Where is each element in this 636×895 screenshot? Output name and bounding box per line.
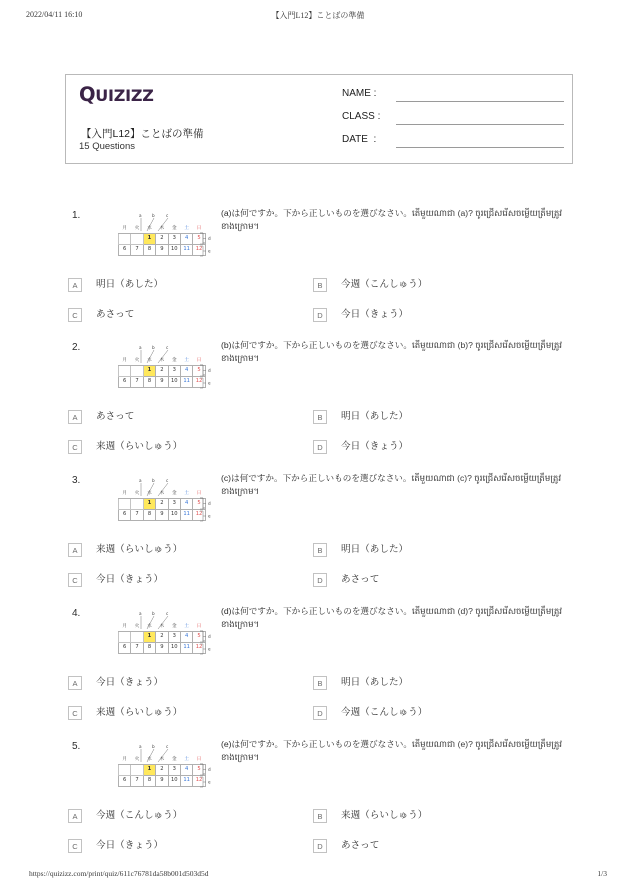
calendar-weekday-header: 月	[119, 357, 131, 366]
calendar-day-cell: 8	[143, 643, 155, 654]
print-header	[0, 10, 636, 24]
answer-option-label: 来週（らいしゅう）	[96, 544, 183, 555]
calendar-day-cell: 1	[143, 366, 155, 377]
calendar-day-cell: 1	[143, 765, 155, 776]
calendar-day-cell: 6	[119, 510, 131, 521]
calendar-day-cell	[119, 499, 131, 510]
calendar-header-row	[119, 490, 206, 499]
answer-option-letter-box[interactable]: A	[68, 809, 82, 823]
answer-option-letter-box[interactable]: A	[68, 676, 82, 690]
answer-option-letter-box[interactable]: C	[68, 440, 82, 454]
calendar-day-cell: 5	[193, 765, 205, 776]
answer-option-label: あさって	[96, 309, 135, 320]
svg-text:b: b	[152, 213, 155, 218]
calendar-weekday-header: 土	[180, 623, 192, 632]
calendar-weekday-header: 土	[180, 357, 192, 366]
answer-option-label: あさって	[341, 574, 380, 585]
calendar-day-cell: 12	[193, 776, 205, 787]
calendar-day-cell: 2	[156, 234, 168, 245]
calendar-table	[118, 756, 206, 787]
answer-option-letter-box[interactable]: A	[68, 410, 82, 424]
calendar-week-row	[119, 245, 206, 256]
answer-option-label: 来週（らいしゅう）	[96, 441, 183, 452]
calendar-header-row	[119, 357, 206, 366]
quiz-title-card	[65, 74, 573, 164]
calendar-day-cell	[131, 366, 143, 377]
calendar-week-row	[119, 765, 206, 776]
calendar-day-cell	[119, 765, 131, 776]
calendar-week-row	[119, 643, 206, 654]
calendar-day-cell: 12	[193, 245, 205, 256]
svg-text:a: a	[139, 611, 142, 616]
calendar-weekday-header: 水	[143, 357, 155, 366]
calendar-brackets	[199, 232, 215, 258]
calendar-weekday-header: 日	[193, 756, 205, 765]
answer-option-letter-box[interactable]: B	[313, 809, 327, 823]
question-text	[221, 738, 573, 765]
calendar-day-cell: 9	[156, 377, 168, 388]
question-text-japanese: (d)は何ですか。下から正しいものを選びなさい。	[221, 606, 412, 616]
calendar-week-row	[119, 632, 206, 643]
calendar-weekday-header: 土	[180, 490, 192, 499]
question-number: 3.	[72, 475, 81, 486]
calendar-weekday-header: 火	[131, 490, 143, 499]
answer-option-letter-box[interactable]: D	[313, 440, 327, 454]
calendar-day-cell: 10	[168, 377, 180, 388]
answer-option-letter-box[interactable]: C	[68, 706, 82, 720]
calendar-day-cell: 4	[180, 765, 192, 776]
calendar-day-cell: 5	[193, 632, 205, 643]
calendar-day-cell: 2	[156, 499, 168, 510]
answer-option-label: 明日（あした）	[96, 279, 164, 290]
calendar-table	[118, 490, 206, 521]
svg-text:b: b	[152, 744, 155, 749]
date-field-line[interactable]	[396, 147, 564, 148]
calendar-day-cell: 11	[180, 643, 192, 654]
calendar-week-row	[119, 234, 206, 245]
calendar-weekday-header: 木	[156, 756, 168, 765]
calendar-figure	[113, 610, 215, 658]
calendar-day-cell: 9	[156, 510, 168, 521]
svg-text:a: a	[139, 744, 142, 749]
question-text-japanese: (e)は何ですか。下から正しいものを選びなさい。	[221, 739, 412, 749]
answer-option-letter-box[interactable]: D	[313, 308, 327, 322]
calendar-figure	[113, 477, 215, 525]
calendar-weekday-header: 金	[168, 756, 180, 765]
print-doc-title: 【入門L12】ことばの準備	[271, 11, 365, 20]
question-text-khmer: តើមួយណាជា (a)? ចូរជ្រើសរើសចម្លើយត្រឹមត្រូវខាងក្រោម។	[221, 208, 563, 232]
logo-o-glyph: Q	[79, 83, 96, 106]
svg-text:c: c	[166, 478, 169, 483]
calendar-day-cell: 6	[119, 245, 131, 256]
calendar-weekday-header: 土	[180, 225, 192, 234]
calendar-day-cell	[119, 632, 131, 643]
svg-text:d: d	[208, 368, 211, 373]
calendar-day-cell: 2	[156, 765, 168, 776]
answer-option-label: あさって	[96, 411, 135, 422]
calendar-figure	[113, 212, 215, 260]
svg-text:c: c	[166, 213, 169, 218]
question-text-khmer: តើមួយណាជា (b)? ចូរជ្រើសរើសចម្លើយត្រឹមត្រូវខាងក្រោម។	[221, 340, 563, 364]
svg-text:e: e	[208, 380, 211, 386]
question-number: 2.	[72, 342, 81, 353]
calendar-day-cell: 9	[156, 643, 168, 654]
calendar-day-cell: 3	[168, 499, 180, 510]
svg-text:a: a	[139, 213, 142, 218]
calendar-weekday-header: 火	[131, 225, 143, 234]
answer-option-letter-box[interactable]: C	[68, 308, 82, 322]
svg-text:e: e	[208, 248, 211, 254]
calendar-figure	[113, 743, 215, 791]
svg-text:e: e	[208, 513, 211, 519]
calendar-weekday-header: 水	[143, 756, 155, 765]
answer-option-label: 明日（あした）	[341, 677, 409, 688]
svg-text:d: d	[208, 634, 211, 639]
quiz-question-count: 15 Questions	[79, 141, 135, 152]
answer-option-label: 今日（きょう）	[96, 574, 164, 585]
calendar-day-cell: 4	[180, 632, 192, 643]
calendar-day-cell: 5	[193, 234, 205, 245]
calendar-day-cell: 3	[168, 632, 180, 643]
svg-text:b: b	[152, 611, 155, 616]
calendar-weekday-header: 木	[156, 490, 168, 499]
answer-option-label: 明日（あした）	[341, 411, 409, 422]
calendar-day-cell: 1	[143, 234, 155, 245]
calendar-day-cell: 5	[193, 366, 205, 377]
calendar-brackets	[199, 364, 215, 390]
calendar-weekday-header: 火	[131, 623, 143, 632]
question-number: 5.	[72, 741, 81, 752]
question-text-khmer: តើមួយណាជា (c)? ចូរជ្រើសរើសចម្លើយត្រឹមត្រូវខាងក្រោម។	[221, 473, 562, 497]
calendar-day-cell	[119, 234, 131, 245]
svg-text:b: b	[152, 345, 155, 350]
calendar-weekday-header: 日	[193, 357, 205, 366]
answer-option-label: 来週（らいしゅう）	[341, 810, 428, 821]
calendar-day-cell: 2	[156, 366, 168, 377]
calendar-day-cell: 3	[168, 234, 180, 245]
question-text-khmer: តើមួយណាជា (d)? ចូរជ្រើសរើសចម្លើយត្រឹមត្រូវខាងក្រោម។	[221, 606, 563, 630]
logo-wordmark: UIZIZZ	[95, 86, 154, 105]
calendar-day-cell: 11	[180, 776, 192, 787]
calendar-week-row	[119, 499, 206, 510]
calendar-table	[118, 357, 206, 388]
calendar-weekday-header: 金	[168, 357, 180, 366]
calendar-weekday-header: 金	[168, 623, 180, 632]
calendar-weekday-header: 水	[143, 490, 155, 499]
calendar-day-cell	[131, 499, 143, 510]
answer-option-letter-box[interactable]: B	[313, 278, 327, 292]
question-number: 1.	[72, 210, 81, 221]
answer-option-label: あさって	[341, 840, 380, 851]
calendar-weekday-header: 木	[156, 357, 168, 366]
answer-option-letter-box[interactable]: B	[313, 543, 327, 557]
calendar-week-row	[119, 377, 206, 388]
answer-option-letter-box[interactable]: D	[313, 839, 327, 853]
calendar-week-row	[119, 776, 206, 787]
calendar-week-row	[119, 510, 206, 521]
student-fields	[342, 85, 564, 154]
calendar-weekday-header: 金	[168, 490, 180, 499]
svg-text:c: c	[166, 345, 169, 350]
question-number: 4.	[72, 608, 81, 619]
calendar-header-row	[119, 225, 206, 234]
calendar-day-cell: 12	[193, 377, 205, 388]
answer-option-letter-box[interactable]: C	[68, 573, 82, 587]
calendar-table	[118, 623, 206, 654]
calendar-weekday-header: 水	[143, 225, 155, 234]
question-text-khmer: តើមួយណាជា (e)? ចូរជ្រើសរើសចម្លើយត្រឹមត្រូវខាងក្រោម។	[221, 739, 563, 763]
calendar-day-cell: 6	[119, 776, 131, 787]
svg-text:d: d	[208, 767, 211, 772]
calendar-day-cell: 3	[168, 765, 180, 776]
calendar-day-cell: 7	[131, 245, 143, 256]
answer-option-letter-box[interactable]: D	[313, 573, 327, 587]
calendar-day-cell	[131, 632, 143, 643]
calendar-weekday-header: 火	[131, 756, 143, 765]
class-field-label: CLASS :	[342, 111, 381, 122]
calendar-weekday-header: 日	[193, 490, 205, 499]
calendar-week-row	[119, 366, 206, 377]
calendar-weekday-header: 火	[131, 357, 143, 366]
quizizz-logo	[79, 85, 154, 106]
calendar-figure	[113, 344, 215, 392]
question-text	[221, 339, 573, 366]
question-text	[221, 472, 573, 499]
date-field-label: DATE :	[342, 134, 377, 145]
answer-option-letter-box[interactable]: D	[313, 706, 327, 720]
calendar-day-cell: 3	[168, 366, 180, 377]
date-field-row	[342, 131, 564, 154]
calendar-day-cell	[131, 765, 143, 776]
question-text-japanese: (a)は何ですか。下から正しいものを選びなさい。	[221, 208, 412, 218]
calendar-day-cell: 10	[168, 643, 180, 654]
svg-text:c: c	[166, 611, 169, 616]
class-field-line[interactable]	[396, 124, 564, 125]
svg-text:e: e	[208, 779, 211, 785]
calendar-brackets	[199, 497, 215, 523]
calendar-day-cell: 12	[193, 643, 205, 654]
name-field-row	[342, 85, 564, 108]
quiz-title: 【入門L12】ことばの準備	[81, 128, 204, 140]
calendar-day-cell: 11	[180, 245, 192, 256]
answer-option-label: 今週（こんしゅう）	[341, 707, 428, 718]
calendar-day-cell: 1	[143, 499, 155, 510]
answer-option-label: 今日（きょう）	[96, 840, 164, 851]
question-text-japanese: (c)は何ですか。下から正しいものを選びなさい。	[221, 473, 412, 483]
calendar-day-cell: 4	[180, 234, 192, 245]
calendar-day-cell	[131, 234, 143, 245]
calendar-header-row	[119, 623, 206, 632]
answer-option-letter-box[interactable]: A	[68, 278, 82, 292]
calendar-day-cell: 8	[143, 776, 155, 787]
svg-text:d: d	[208, 501, 211, 506]
svg-text:a: a	[139, 478, 142, 483]
print-source-url: https://quizizz.com/print/quiz/611c76781da58b001d503d5d	[29, 869, 209, 878]
svg-text:b: b	[152, 478, 155, 483]
calendar-day-cell: 8	[143, 245, 155, 256]
calendar-day-cell: 4	[180, 366, 192, 377]
print-timestamp: 2022/04/11 16:10	[26, 10, 83, 19]
calendar-day-cell	[119, 366, 131, 377]
name-field-label: NAME :	[342, 88, 377, 99]
question-text-japanese: (b)は何ですか。下から正しいものを選びなさい。	[221, 340, 412, 350]
calendar-weekday-header: 金	[168, 225, 180, 234]
calendar-weekday-header: 水	[143, 623, 155, 632]
calendar-weekday-header: 木	[156, 225, 168, 234]
calendar-header-row	[119, 756, 206, 765]
calendar-weekday-header: 木	[156, 623, 168, 632]
calendar-day-cell: 10	[168, 245, 180, 256]
svg-text:c: c	[166, 744, 169, 749]
calendar-day-cell: 9	[156, 776, 168, 787]
calendar-weekday-header: 月	[119, 490, 131, 499]
answer-option-label: 来週（らいしゅう）	[96, 707, 183, 718]
calendar-day-cell: 7	[131, 776, 143, 787]
answer-option-letter-box[interactable]: C	[68, 839, 82, 853]
calendar-day-cell: 10	[168, 510, 180, 521]
calendar-weekday-header: 日	[193, 225, 205, 234]
print-page-number: 1/3	[597, 869, 607, 878]
answer-option-letter-box[interactable]: B	[313, 676, 327, 690]
calendar-day-cell: 7	[131, 377, 143, 388]
calendar-weekday-header: 日	[193, 623, 205, 632]
answer-option-label: 今日（きょう）	[96, 677, 164, 688]
question-text	[221, 605, 573, 632]
calendar-day-cell: 6	[119, 377, 131, 388]
calendar-day-cell: 8	[143, 510, 155, 521]
calendar-day-cell: 6	[119, 643, 131, 654]
calendar-day-cell: 10	[168, 776, 180, 787]
calendar-weekday-header: 土	[180, 756, 192, 765]
calendar-day-cell: 5	[193, 499, 205, 510]
answer-option-letter-box[interactable]: A	[68, 543, 82, 557]
svg-text:e: e	[208, 646, 211, 652]
calendar-weekday-header: 月	[119, 756, 131, 765]
answer-option-letter-box[interactable]: B	[313, 410, 327, 424]
name-field-line[interactable]	[396, 101, 564, 102]
calendar-weekday-header: 月	[119, 225, 131, 234]
calendar-brackets	[199, 763, 215, 789]
calendar-day-cell: 1	[143, 632, 155, 643]
calendar-day-cell: 4	[180, 499, 192, 510]
answer-option-label: 明日（あした）	[341, 544, 409, 555]
calendar-day-cell: 9	[156, 245, 168, 256]
calendar-day-cell: 11	[180, 377, 192, 388]
svg-text:a: a	[139, 345, 142, 350]
answer-option-label: 今日（きょう）	[341, 441, 409, 452]
calendar-day-cell: 11	[180, 510, 192, 521]
calendar-day-cell: 7	[131, 510, 143, 521]
calendar-weekday-header: 月	[119, 623, 131, 632]
calendar-day-cell: 2	[156, 632, 168, 643]
answer-option-label: 今日（きょう）	[341, 309, 409, 320]
calendar-day-cell: 7	[131, 643, 143, 654]
calendar-day-cell: 8	[143, 377, 155, 388]
class-field-row	[342, 108, 564, 131]
answer-option-label: 今週（こんしゅう）	[341, 279, 428, 290]
calendar-day-cell: 12	[193, 510, 205, 521]
svg-text:d: d	[208, 236, 211, 241]
calendar-table	[118, 225, 206, 256]
answer-option-label: 今週（こんしゅう）	[96, 810, 183, 821]
print-footer	[0, 869, 636, 881]
calendar-brackets	[199, 630, 215, 656]
question-text	[221, 207, 573, 234]
